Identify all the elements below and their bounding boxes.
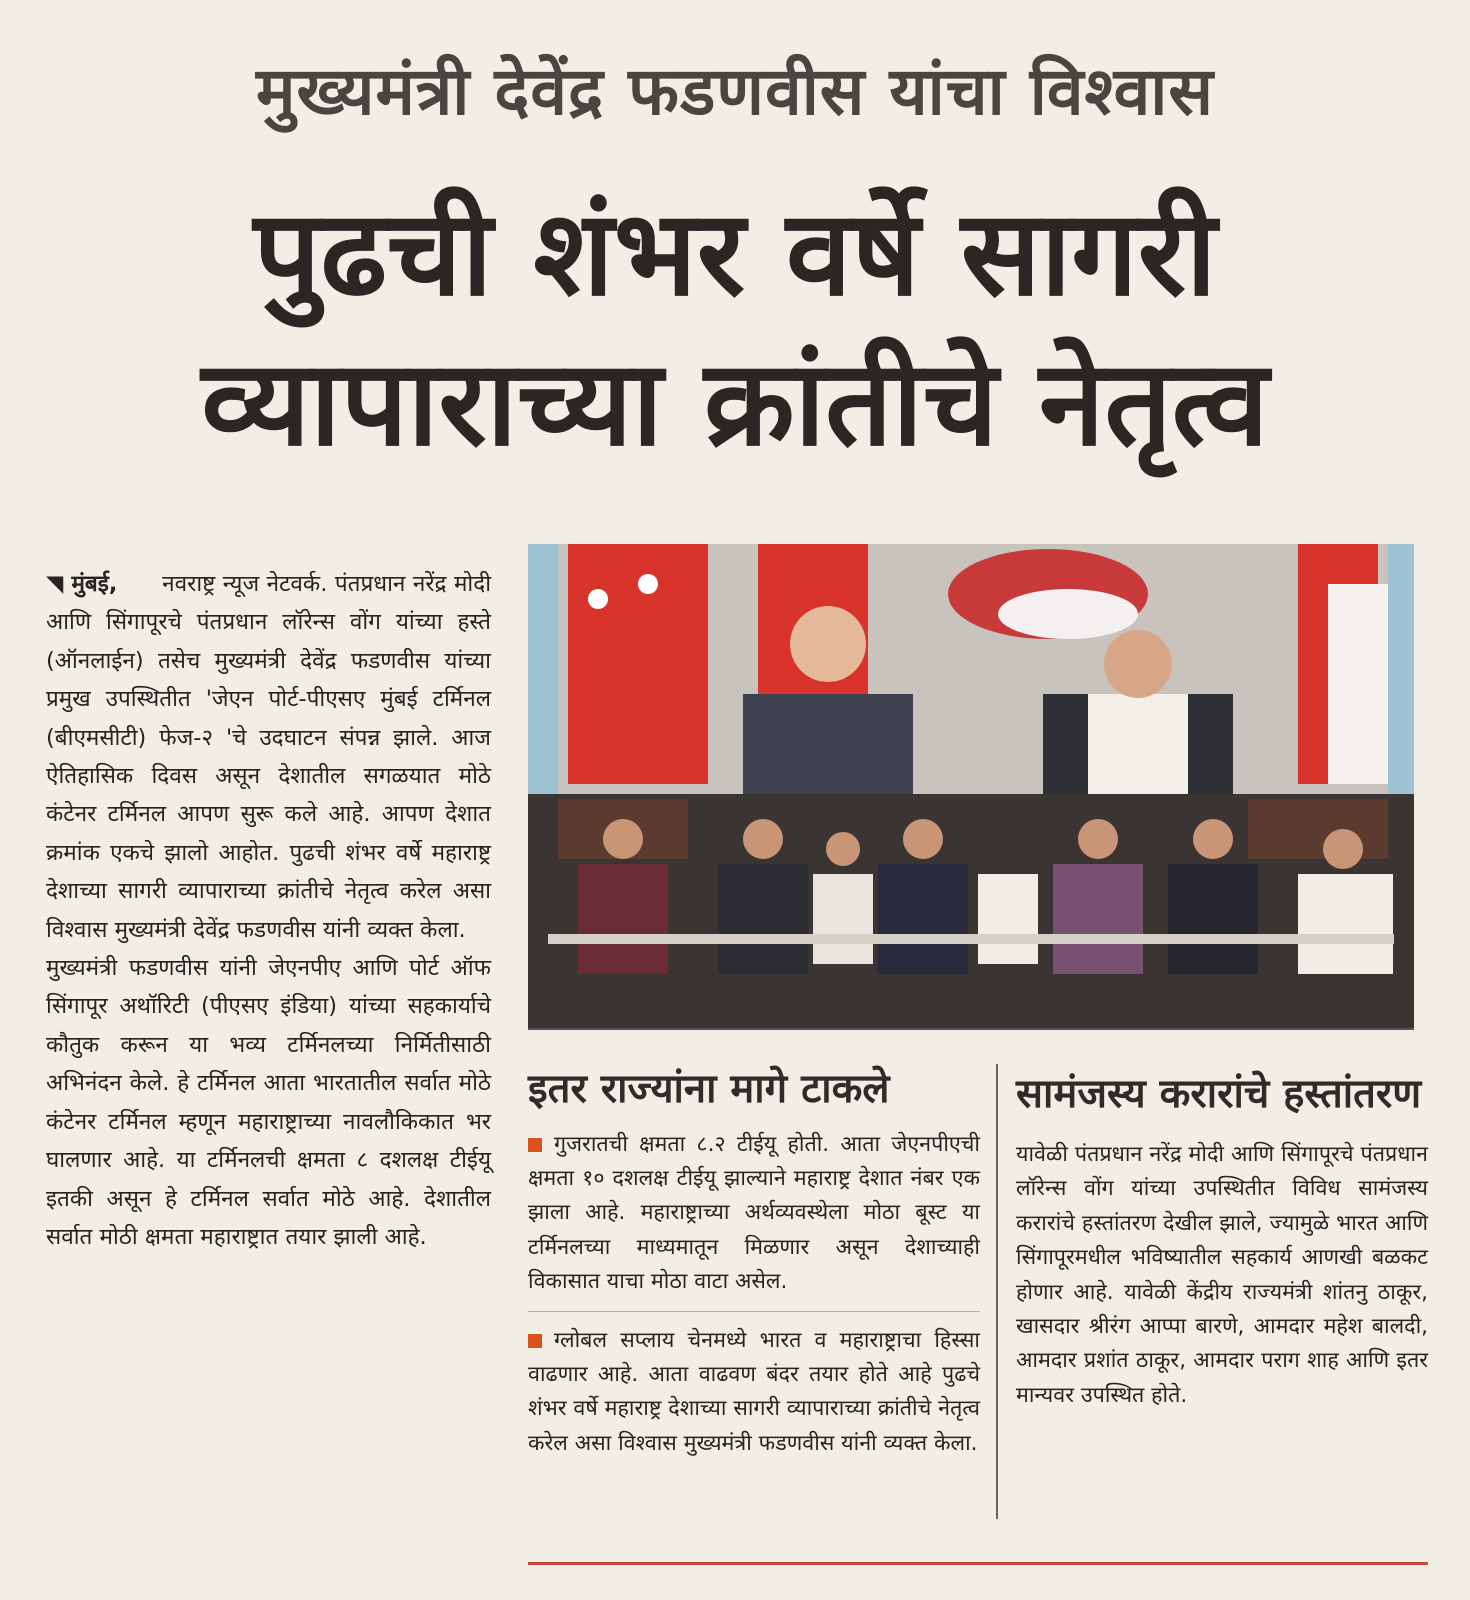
middle-para-1 bbox=[528, 1128, 980, 1299]
dateline-place: मुंबई, bbox=[71, 571, 118, 597]
right-subheading: सामंजस्य करारांचे हस्तांतरण bbox=[1016, 1071, 1422, 1117]
event-photo-illustration bbox=[528, 544, 1414, 1030]
dateline-source: नवराष्ट्र न्यूज नेटवर्क. bbox=[162, 571, 328, 597]
headline-line-2: व्यापाराच्या क्रांतीचे नेतृत्व bbox=[201, 334, 1269, 472]
dateline-mark-icon: ◥ bbox=[46, 571, 64, 597]
event-photo bbox=[528, 544, 1414, 1030]
bullet-square-icon bbox=[528, 1334, 542, 1348]
kicker-headline: मुख्यमंत्री देवेंद्र फडणवीस यांचा विश्वास bbox=[256, 53, 1214, 130]
bullet-square-icon bbox=[528, 1138, 542, 1152]
flag-left bbox=[568, 544, 708, 784]
left-para-2-text: मुख्यमंत्री फडणवीस यांनी जेएनपीए आणि पोर्ट ऑफ सिंगापूर अथॉरिटी (पीएसए इंडिया) यांच्या सहकार्याचे कौतुक करून या भव्य टर्मिनलच्या निर्मितीसाठी अभिनंदन केले. हे टर्मिनल आता भारतातील सर्वात मोठे कंटेनर टर्मिनल म्हणून महाराष्ट्राच्या नावलौकिकात भर घालणार आहे. या टर्मिनलची क्षमता ८ दशलक्ष टीईयू इतकी असून हे टर्मिनल सर्वात मोठे आहे. देशातील सर्वात मोठी क्षमता महाराष्ट्रात तयार झाली आहे. bbox=[46, 955, 491, 1250]
left-article-column bbox=[46, 565, 491, 1256]
right-article-column bbox=[1016, 1064, 1428, 1413]
middle-subheading: इतर राज्यांना मागे टाकले bbox=[528, 1066, 890, 1112]
stage-tables bbox=[548, 934, 1394, 944]
right-para-1-text: यावेळी पंतप्रधान नरेंद्र मोदी आणि सिंगापूरचे पंतप्रधान लॉरेन्स वोंग यांच्या उपस्थितीत विविध सामंजस्य करारांचे हस्तांतरण देखील झाले, ज्यामुळे भारत आणि सिंगापूरमधील भविष्यातील सहकार्य आणखी बळकट होणार आहे. यावेळी केंद्रीय राज्यमंत्री शांतनु ठाकूर, खासदार श्रीरंग आप्पा बारणे, आमदार महेश बालदी, आमदार प्रशांत ठाकूर, आमदार पराग शाह आणि इतर मान्यवर उपस्थित होते. bbox=[1016, 1142, 1428, 1408]
middle-para-2 bbox=[528, 1311, 980, 1461]
bottom-rule bbox=[528, 1562, 1428, 1565]
headline-line-1: पुढची शंभर वर्षे सागरी bbox=[253, 184, 1217, 322]
column-divider bbox=[996, 1064, 998, 1519]
left-para-1-text: पंतप्रधान नरेंद्र मोदी आणि सिंगापूरचे पंतप्रधान लॉरेन्स वोंग यांच्या हस्ते (ऑनलाईन) तसेच मुख्यमंत्री देवेंद्र फडणवीस यांच्या प्रमुख उपस्थितीत 'जेएन पोर्ट-पीएसए मुंबई टर्मिनल (बीएमसीटी) फेज-२ 'चे उदघाटन संपन्न झाले. आज ऐतिहासिक दिवस असून देशातील सगळयात मोठे कंटेनर टर्मिनल आपण सुरू कले आहे. आपण देशात क्रमांक एकचे झालो आहोत. पुढची शंभर वर्षे महाराष्ट्र देशाच्या सागरी व्यापाराच्या क्रांतीचे नेतृत्व करेल असा विश्वास मुख्यमंत्री देवेंद्र फडणवीस यांनी व्यक्त केला. bbox=[46, 571, 492, 943]
main-headline bbox=[40, 178, 1430, 478]
middle-para-2-text: ग्लोबल सप्लाय चेनमध्ये भारत व महाराष्ट्राचा हिस्सा वाढणार आहे. आता वाढवण बंदर तयार होते आहे पुढचे शंभर वर्षे महाराष्ट्र देशाच्या सागरी व्यापाराच्या क्रांतीचे नेतृत्व करेल असा विश्वास मुख्यमंत्री फडणवीस यांनी व्यक्त केला. bbox=[528, 1328, 980, 1456]
middle-article-column bbox=[528, 1064, 980, 1461]
middle-para-1-text: गुजरातची क्षमता ८.२ टीईयू होती. आता जेएनपीएची क्षमता १० दशलक्ष टीईयू झाल्याने महाराष्ट्र देशात नंबर एक झाला आहे. महाराष्ट्राच्या अर्थव्यवस्थेला मोठा बूस्ट या टर्मिनलच्या माध्यमातून मिळणार असून देशाच्याही विकासात याचा मोठा वाटा असेल. bbox=[528, 1132, 980, 1294]
article-body-para-1 bbox=[46, 565, 491, 949]
